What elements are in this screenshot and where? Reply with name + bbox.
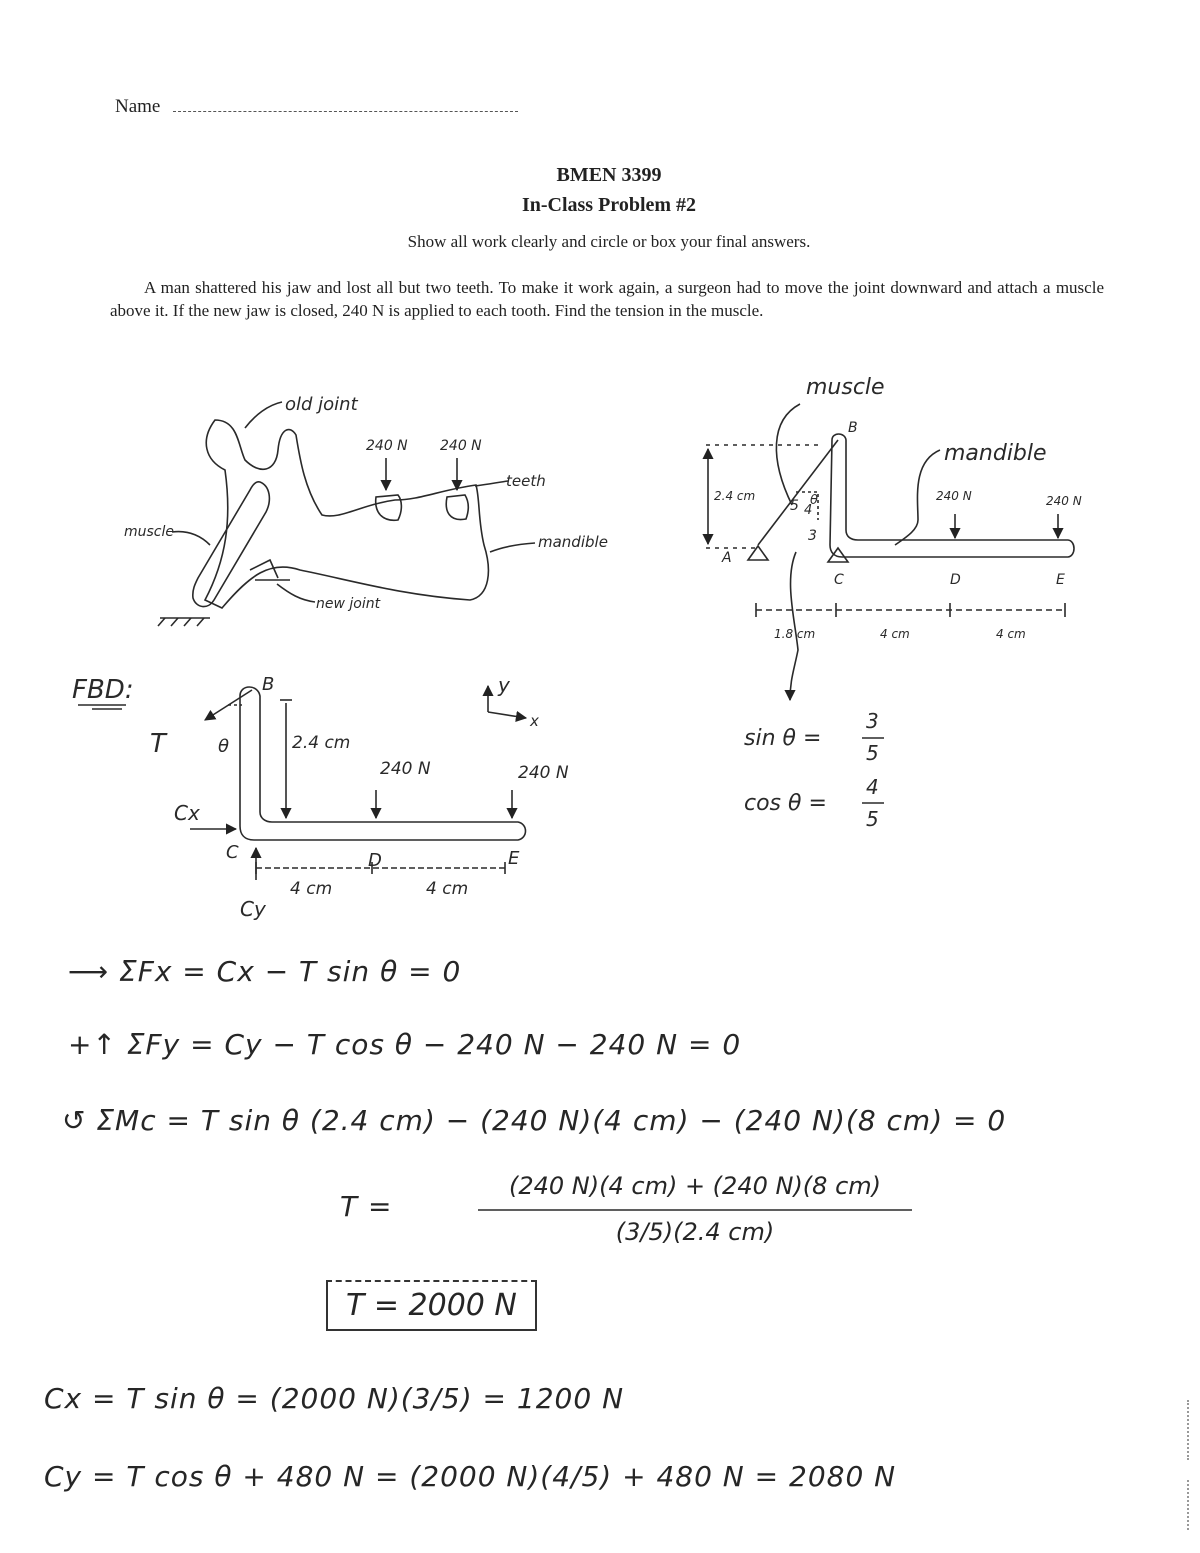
label-point-b-model: B — [848, 420, 858, 436]
fbd-point-c: C — [226, 842, 239, 863]
label-point-c-model: C — [834, 572, 844, 588]
fbd-tension-label: T — [150, 729, 166, 759]
label-hyp-5: 5 — [790, 498, 799, 514]
equation-cy-result: Cy = T cos θ + 480 N = (2000 N)(4/5) + 480 N = 2080 N — [44, 1460, 897, 1493]
label-teeth: teeth — [506, 472, 546, 490]
tension-numerator: (240 N)(4 cm) + (240 N)(8 cm) — [509, 1172, 881, 1200]
fbd-load-2: 240 N — [518, 763, 569, 783]
label-mandible-model: mandible — [944, 441, 1047, 466]
label-model-dim-3: 4 cm — [996, 627, 1026, 641]
muscle-outline — [193, 482, 270, 607]
course-code: BMEN 3399 — [556, 164, 662, 186]
fbd-dim-1: 4 cm — [290, 879, 333, 899]
cos-label: cos θ = — [744, 791, 827, 816]
sin-numerator: 3 — [866, 709, 879, 733]
label-new-joint: new joint — [316, 596, 381, 612]
tooth-1 — [376, 495, 402, 520]
name-label: Name — [115, 96, 161, 117]
label-model-dim-1: 1.8 cm — [774, 627, 816, 641]
cos-numerator: 4 — [866, 775, 879, 799]
equation-cx-result: Cx = T sin θ = (2000 N)(3/5) = 1200 N — [44, 1382, 625, 1415]
fbd-load-1: 240 N — [380, 759, 431, 779]
label-sketch-load-1: 240 N — [366, 438, 408, 454]
label-old-joint: old joint — [285, 394, 358, 415]
fbd-cy-label: Cy — [240, 897, 266, 921]
scan-edge-mark — [1187, 1400, 1191, 1460]
label-model-load-2: 240 N — [1046, 494, 1082, 508]
instructions: Show all work clearly and circle or box your final answers. — [407, 232, 811, 251]
fbd-point-e: E — [508, 848, 520, 869]
tooth-2 — [446, 495, 468, 520]
label-model-height: 2.4 cm — [714, 489, 756, 503]
problem-title: In-Class Problem #2 — [521, 194, 697, 216]
fbd-label: FBD: — [72, 675, 134, 705]
problem-statement: A man shattered his jaw and lost all but two teeth. To make it work again, a surgeon had to move the joint downward and attach a muscle above it. If the new jaw is closed, 240 N is applied to each tooth. Find the tension in the muscle. — [110, 278, 1104, 320]
label-mandible-sketch: mandible — [538, 533, 608, 551]
cos-denominator: 5 — [866, 807, 879, 831]
sin-label: sin θ = — [744, 726, 822, 751]
fbd-theta-label: θ — [218, 736, 230, 757]
label-muscle-model: muscle — [806, 375, 885, 400]
equation-sum-mc: ↺ ΣMc = T sin θ (2.4 cm) − (240 N)(4 cm) − (240 N)(8 cm) = 0 — [62, 1104, 1007, 1137]
tension-label: T = — [340, 1190, 393, 1223]
free-body-diagram — [78, 686, 526, 880]
fbd-cx-label: Cx — [174, 801, 200, 825]
scan-edge-mark-lower — [1187, 1480, 1191, 1530]
equation-sum-fy: +↑ ΣFy = Cy − T cos θ − 240 N − 240 N = 0 — [68, 1028, 742, 1061]
label-model-load-1: 240 N — [936, 489, 972, 503]
label-sketch-load-2: 240 N — [440, 438, 482, 454]
axis-x-label: x — [530, 712, 539, 730]
fbd-height-label: 2.4 cm — [292, 733, 351, 753]
label-point-e-model: E — [1056, 572, 1065, 588]
axis-y-label: y — [498, 673, 510, 697]
label-leg-3: 3 — [808, 528, 817, 544]
final-answer-box: T = 2000 N — [326, 1280, 537, 1331]
label-leg-4: 4 — [804, 503, 813, 518]
label-model-theta: θ — [810, 493, 818, 508]
sin-denominator: 5 — [866, 741, 879, 765]
equation-sum-fx: ⟶ ΣFx = Cx − T sin θ = 0 — [68, 955, 462, 988]
label-point-d-model: D — [950, 572, 961, 588]
jaw-sketch — [158, 402, 535, 626]
fbd-point-b: B — [262, 674, 275, 695]
fbd-dim-2: 4 cm — [426, 879, 469, 899]
label-point-a: A — [722, 550, 732, 566]
label-model-dim-2: 4 cm — [880, 627, 910, 641]
label-muscle-sketch: muscle — [124, 524, 175, 540]
tension-denominator: (3/5)(2.4 cm) — [615, 1218, 775, 1246]
fbd-point-d: D — [368, 850, 382, 871]
